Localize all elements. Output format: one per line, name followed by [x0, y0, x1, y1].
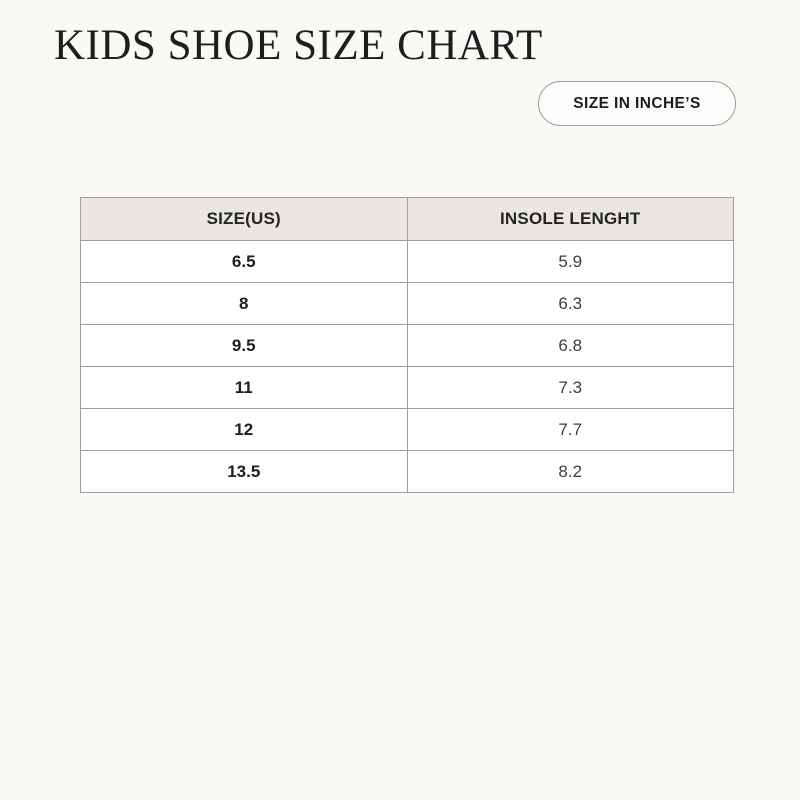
- insole-cell: 6.8: [407, 325, 734, 367]
- insole-cell: 7.7: [407, 409, 734, 451]
- size-cell: 6.5: [81, 241, 408, 283]
- column-header-insole-length: INSOLE LENGHT: [407, 198, 734, 241]
- size-chart-table: [80, 197, 734, 493]
- table-row: [81, 241, 734, 283]
- table-row: [81, 283, 734, 325]
- insole-cell: 7.3: [407, 367, 734, 409]
- table-row: [81, 325, 734, 367]
- insole-cell: 5.9: [407, 241, 734, 283]
- size-cell: 12: [81, 409, 408, 451]
- insole-cell: 6.3: [407, 283, 734, 325]
- table-row: [81, 451, 734, 493]
- column-header-size-us: SIZE(US): [81, 198, 408, 241]
- table-row: [81, 367, 734, 409]
- table-row: [81, 409, 734, 451]
- unit-toggle-label: SIZE IN INCHE’S: [573, 94, 701, 112]
- insole-cell: 8.2: [407, 451, 734, 493]
- table-header-row: [81, 198, 734, 241]
- page-title: KIDS SHOE SIZE CHART: [54, 22, 543, 69]
- unit-toggle-button[interactable]: [538, 81, 736, 126]
- size-cell: 9.5: [81, 325, 408, 367]
- size-cell: 11: [81, 367, 408, 409]
- size-cell: 8: [81, 283, 408, 325]
- size-cell: 13.5: [81, 451, 408, 493]
